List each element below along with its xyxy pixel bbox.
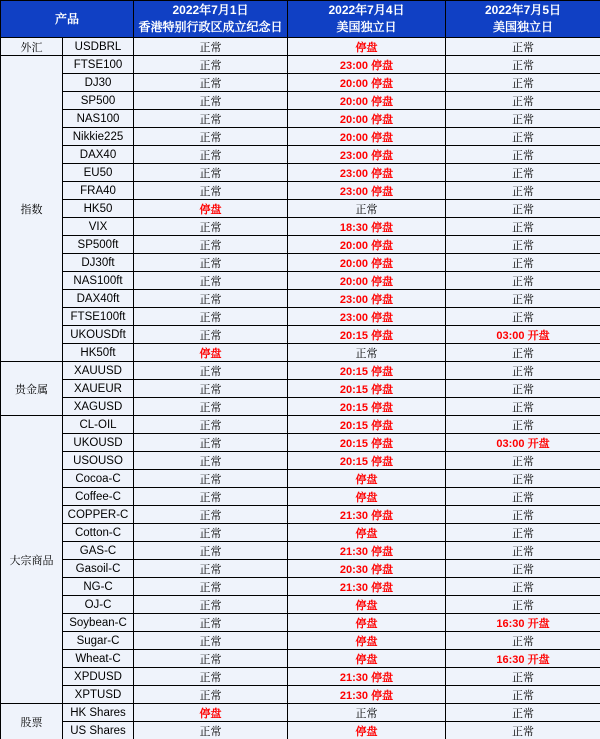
status-cell: 正常 [446, 632, 600, 650]
table-row [1, 182, 600, 200]
status-cell: 20:00 停盘 [288, 128, 446, 146]
status-cell: 正常 [446, 344, 600, 362]
status-cell: 21:30 停盘 [288, 668, 446, 686]
status-cell: 正常 [134, 542, 288, 560]
status-cell: 正常 [134, 290, 288, 308]
status-cell: 正常 [446, 722, 600, 739]
holiday-label: 香港特别行政区成立纪念日 [138, 20, 283, 34]
category-cell: 指数 [1, 56, 63, 362]
status-cell: 23:00 停盘 [288, 182, 446, 200]
status-cell: 正常 [446, 578, 600, 596]
table-row [1, 578, 600, 596]
product-cell: Coffee-C [63, 488, 134, 506]
product-cell: USOUSO [63, 452, 134, 470]
table-row [1, 344, 600, 362]
product-cell: XAUUSD [63, 362, 134, 380]
table-row [1, 470, 600, 488]
table-row [1, 560, 600, 578]
status-cell: 正常 [134, 110, 288, 128]
status-cell: 正常 [446, 218, 600, 236]
table-row [1, 92, 600, 110]
status-cell: 正常 [134, 452, 288, 470]
product-cell: HK Shares [63, 704, 134, 722]
status-cell: 正常 [134, 56, 288, 74]
product-cell: Soybean-C [63, 614, 134, 632]
status-cell: 23:00 停盘 [288, 56, 446, 74]
table-row [1, 200, 600, 218]
status-cell: 正常 [288, 200, 446, 218]
product-cell: HK50ft [63, 344, 134, 362]
status-cell: 23:00 停盘 [288, 164, 446, 182]
product-cell: HK50 [63, 200, 134, 218]
product-cell: NAS100 [63, 110, 134, 128]
product-cell: Cotton-C [63, 524, 134, 542]
table-row [1, 524, 600, 542]
product-cell: XAGUSD [63, 398, 134, 416]
date-column-header-jul5 [446, 1, 600, 38]
status-cell: 正常 [446, 182, 600, 200]
category-cell: 大宗商品 [1, 416, 63, 704]
product-cell: XPTUSD [63, 686, 134, 704]
status-cell: 正常 [134, 92, 288, 110]
product-cell: OJ-C [63, 596, 134, 614]
table-row [1, 452, 600, 470]
status-cell: 正常 [446, 164, 600, 182]
table-row [1, 596, 600, 614]
status-cell: 20:15 停盘 [288, 362, 446, 380]
table-body [1, 38, 600, 739]
status-cell: 20:00 停盘 [288, 110, 446, 128]
status-cell: 20:15 停盘 [288, 434, 446, 452]
status-cell: 21:30 停盘 [288, 578, 446, 596]
status-cell: 正常 [134, 38, 288, 56]
status-cell: 正常 [134, 506, 288, 524]
status-cell: 18:30 停盘 [288, 218, 446, 236]
date-label: 2022年7月5日 [484, 3, 562, 17]
status-cell: 正常 [446, 236, 600, 254]
status-cell: 20:15 停盘 [288, 416, 446, 434]
status-cell: 23:00 停盘 [288, 146, 446, 164]
status-cell: 停盘 [288, 632, 446, 650]
product-cell: XPDUSD [63, 668, 134, 686]
table-row [1, 632, 600, 650]
status-cell: 20:00 停盘 [288, 74, 446, 92]
status-cell: 正常 [134, 308, 288, 326]
table-row [1, 704, 600, 722]
product-cell: UKOUSDft [63, 326, 134, 344]
product-cell: Cocoa-C [63, 470, 134, 488]
status-cell: 正常 [134, 218, 288, 236]
status-cell: 停盘 [288, 650, 446, 668]
table-row [1, 236, 600, 254]
status-cell: 16:30 开盘 [446, 614, 600, 632]
status-cell: 正常 [446, 362, 600, 380]
status-cell: 正常 [134, 416, 288, 434]
status-cell: 正常 [446, 128, 600, 146]
status-cell: 正常 [446, 200, 600, 218]
table-row [1, 506, 600, 524]
status-cell: 23:00 停盘 [288, 290, 446, 308]
status-cell: 20:30 停盘 [288, 560, 446, 578]
product-cell: DJ30ft [63, 254, 134, 272]
product-cell: SP500 [63, 92, 134, 110]
table-row [1, 290, 600, 308]
status-cell: 正常 [134, 614, 288, 632]
status-cell: 正常 [134, 236, 288, 254]
status-cell: 停盘 [134, 704, 288, 722]
product-cell: FRA40 [63, 182, 134, 200]
status-cell: 正常 [446, 506, 600, 524]
status-cell: 停盘 [288, 614, 446, 632]
status-cell: 正常 [446, 74, 600, 92]
status-cell: 正常 [446, 308, 600, 326]
status-cell: 正常 [134, 434, 288, 452]
table-row [1, 218, 600, 236]
status-cell: 正常 [134, 326, 288, 344]
table-row [1, 272, 600, 290]
table-row [1, 416, 600, 434]
status-cell: 21:30 停盘 [288, 542, 446, 560]
status-cell: 20:15 停盘 [288, 398, 446, 416]
table-row [1, 650, 600, 668]
status-cell: 正常 [134, 632, 288, 650]
status-cell: 20:00 停盘 [288, 236, 446, 254]
product-cell: NAS100ft [63, 272, 134, 290]
table-row [1, 542, 600, 560]
product-cell: GAS-C [63, 542, 134, 560]
status-cell: 正常 [446, 488, 600, 506]
table-row [1, 380, 600, 398]
status-cell: 正常 [134, 182, 288, 200]
status-cell: 正常 [134, 362, 288, 380]
status-cell: 正常 [446, 272, 600, 290]
status-cell: 正常 [446, 290, 600, 308]
status-cell: 23:00 停盘 [288, 308, 446, 326]
product-cell: CL-OIL [63, 416, 134, 434]
status-cell: 正常 [446, 146, 600, 164]
status-cell: 正常 [446, 704, 600, 722]
date-column-header-jul4 [288, 1, 446, 38]
status-cell: 停盘 [288, 488, 446, 506]
status-cell: 正常 [446, 470, 600, 488]
table-row [1, 74, 600, 92]
product-column-header [1, 1, 134, 38]
status-cell: 正常 [134, 596, 288, 614]
status-cell: 20:00 停盘 [288, 92, 446, 110]
status-cell: 正常 [446, 452, 600, 470]
product-cell: SP500ft [63, 236, 134, 254]
table-row [1, 326, 600, 344]
status-cell: 正常 [134, 488, 288, 506]
category-cell: 贵金属 [1, 362, 63, 416]
holiday-label: 美国独立日 [336, 20, 397, 34]
product-cell: DAX40ft [63, 290, 134, 308]
status-cell: 正常 [134, 380, 288, 398]
status-cell: 20:00 停盘 [288, 272, 446, 290]
product-cell: XAUEUR [63, 380, 134, 398]
table-row [1, 398, 600, 416]
status-cell: 20:15 停盘 [288, 326, 446, 344]
status-cell: 20:15 停盘 [288, 452, 446, 470]
status-cell: 正常 [446, 110, 600, 128]
status-cell: 正常 [134, 164, 288, 182]
status-cell: 正常 [134, 146, 288, 164]
status-cell: 正常 [446, 38, 600, 56]
product-cell: US Shares [63, 722, 134, 739]
table-row [1, 488, 600, 506]
status-cell: 停盘 [288, 524, 446, 542]
table-row [1, 686, 600, 704]
product-cell: USDBRL [63, 38, 134, 56]
product-cell: Sugar-C [63, 632, 134, 650]
product-cell: DJ30 [63, 74, 134, 92]
product-column-label: 产品 [55, 11, 80, 26]
product-cell: VIX [63, 218, 134, 236]
product-cell: COPPER-C [63, 506, 134, 524]
table-row [1, 128, 600, 146]
status-cell: 正常 [134, 470, 288, 488]
product-cell: FTSE100 [63, 56, 134, 74]
status-cell: 正常 [134, 128, 288, 146]
table-row [1, 614, 600, 632]
table-row [1, 668, 600, 686]
status-cell: 正常 [288, 344, 446, 362]
status-cell: 正常 [134, 560, 288, 578]
table-row [1, 434, 600, 452]
status-cell: 正常 [134, 650, 288, 668]
status-cell: 03:00 开盘 [446, 434, 600, 452]
table-row [1, 110, 600, 128]
status-cell: 正常 [134, 578, 288, 596]
status-cell: 正常 [446, 254, 600, 272]
date-label: 2022年7月4日 [328, 3, 405, 17]
status-cell: 正常 [446, 398, 600, 416]
product-cell: EU50 [63, 164, 134, 182]
status-cell: 停盘 [288, 470, 446, 488]
product-cell: Gasoil-C [63, 560, 134, 578]
category-cell: 外汇 [1, 38, 63, 56]
date-label: 2022年7月1日 [172, 3, 249, 17]
status-cell: 正常 [446, 596, 600, 614]
product-cell: NG-C [63, 578, 134, 596]
header-row [1, 1, 600, 38]
table-header [1, 1, 600, 38]
table-row [1, 254, 600, 272]
product-cell: DAX40 [63, 146, 134, 164]
status-cell: 正常 [134, 272, 288, 290]
status-cell: 正常 [134, 722, 288, 739]
category-cell: 股票 [1, 704, 63, 739]
status-cell: 正常 [446, 686, 600, 704]
status-cell: 21:30 停盘 [288, 686, 446, 704]
status-cell: 停盘 [288, 38, 446, 56]
status-cell: 正常 [134, 668, 288, 686]
status-cell: 20:00 停盘 [288, 254, 446, 272]
table-row [1, 308, 600, 326]
status-cell: 停盘 [288, 722, 446, 739]
status-cell: 正常 [288, 704, 446, 722]
table-row [1, 362, 600, 380]
status-cell: 正常 [134, 524, 288, 542]
product-cell: UKOUSD [63, 434, 134, 452]
holiday-label: 美国独立日 [493, 20, 554, 34]
status-cell: 正常 [446, 416, 600, 434]
status-cell: 正常 [446, 56, 600, 74]
status-cell: 正常 [446, 524, 600, 542]
date-column-header-jul1 [134, 1, 288, 38]
status-cell: 03:00 开盘 [446, 326, 600, 344]
status-cell: 停盘 [134, 344, 288, 362]
status-cell: 21:30 停盘 [288, 506, 446, 524]
table-row [1, 56, 600, 74]
status-cell: 停盘 [134, 200, 288, 218]
status-cell: 16:30 开盘 [446, 650, 600, 668]
status-cell: 正常 [134, 398, 288, 416]
status-cell: 正常 [446, 542, 600, 560]
status-cell: 正常 [446, 668, 600, 686]
status-cell: 正常 [134, 254, 288, 272]
table-row [1, 722, 600, 739]
product-cell: FTSE100ft [63, 308, 134, 326]
status-cell: 正常 [446, 380, 600, 398]
table-row [1, 164, 600, 182]
status-cell: 正常 [134, 686, 288, 704]
table-row [1, 38, 600, 56]
status-cell: 20:15 停盘 [288, 380, 446, 398]
status-cell: 正常 [446, 560, 600, 578]
status-cell: 正常 [134, 74, 288, 92]
status-cell: 停盘 [288, 596, 446, 614]
table-row [1, 146, 600, 164]
product-cell: Nikkie225 [63, 128, 134, 146]
product-cell: Wheat-C [63, 650, 134, 668]
status-cell: 正常 [446, 92, 600, 110]
